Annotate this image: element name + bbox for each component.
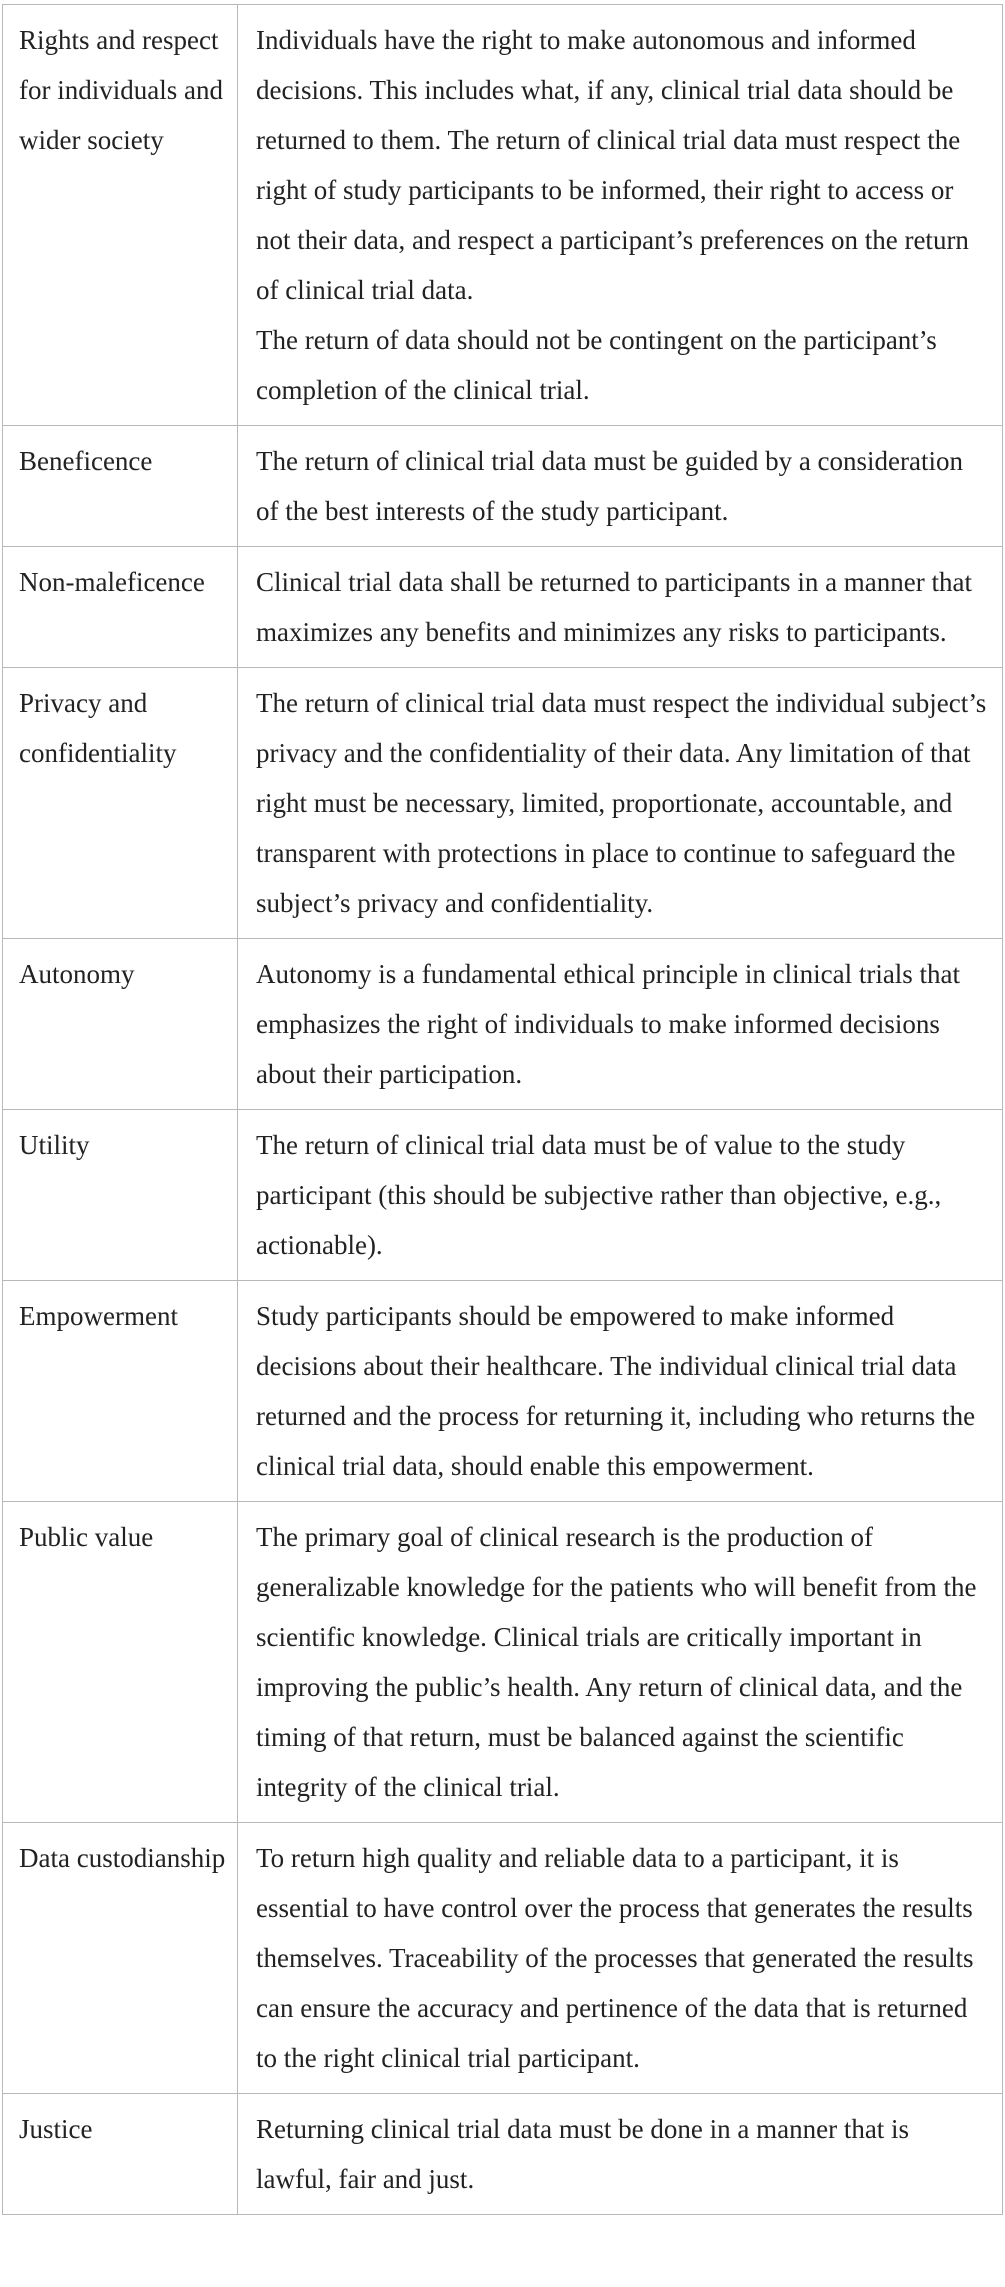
- description-cell: [238, 5, 1003, 426]
- description-paragraph: The return of data should not be contingent on the participant’s completion of the clinical trial.: [256, 325, 937, 405]
- description-paragraph: The return of clinical trial data must be of value to the study participant (this should be subjective rather than objective, e.g., actionable).: [256, 1130, 942, 1260]
- description-paragraph: Individuals have the right to make autonomous and informed decisions. This includes what, if any, clinical trial data should be returned to them. The return of clinical trial data must respect the right of study participants to be informed, their right to access or not their data, and respect a participant’s preferences on the return of clinical trial data.: [256, 25, 969, 305]
- description-paragraph: Autonomy is a fundamental ethical principle in clinical trials that emphasizes the right of individuals to make informed decisions about their participation.: [256, 959, 961, 1089]
- description-paragraph: The primary goal of clinical research is the production of generalizable knowledge for the patients who will benefit from the scientific knowledge. Clinical trials are critically important in improving the public’s health. Any return of clinical data, and the timing of that return, must be balanced against the scientific integrity of the clinical trial.: [256, 1522, 977, 1802]
- principle-cell: Empowerment: [3, 1281, 238, 1502]
- principles-table: [2, 4, 1003, 2215]
- description-paragraph: Clinical trial data shall be returned to participants in a manner that maximizes any benefits and minimizes any risks to participants.: [256, 567, 973, 647]
- table-row: [3, 5, 1003, 426]
- description-paragraph: Returning clinical trial data must be done in a manner that is lawful, fair and just.: [256, 2114, 910, 2194]
- table-row: [3, 426, 1003, 547]
- description-paragraph: The return of clinical trial data must respect the individual subject’s privacy and the confidentiality of their data. Any limitation of that right must be necessary, limited, proportionate, accountable, and transparent with protections in place to continue to safeguard the subject’s privacy and confidentiality.: [256, 688, 987, 918]
- table-row: [3, 1281, 1003, 1502]
- table-row: [3, 1110, 1003, 1281]
- table-row: [3, 2094, 1003, 2215]
- table-row: [3, 668, 1003, 939]
- description-cell: [238, 1823, 1003, 2094]
- description-cell: [238, 1502, 1003, 1823]
- description-cell: [238, 1110, 1003, 1281]
- description-cell: [238, 668, 1003, 939]
- description-paragraph: Study participants should be empowered to make informed decisions about their healthcare. The individual clinical trial data returned and the process for returning it, including who returns the clinical trial data, should enable this empowerment.: [256, 1301, 976, 1481]
- principle-cell: Public value: [3, 1502, 238, 1823]
- principle-cell: Data custodianship: [3, 1823, 238, 2094]
- principle-cell: Justice: [3, 2094, 238, 2215]
- principle-cell: Utility: [3, 1110, 238, 1281]
- principles-table-container: [2, 4, 1002, 2215]
- description-cell: [238, 2094, 1003, 2215]
- table-row: [3, 547, 1003, 668]
- principle-cell: Autonomy: [3, 939, 238, 1110]
- principle-cell: Rights and respect for individuals and wider society: [3, 5, 238, 426]
- description-paragraph: To return high quality and reliable data to a participant, it is essential to have control over the process that generates the results themselves. Traceability of the processes that generated the results can ensure the accuracy and pertinence of the data that is returned to the right clinical trial participant.: [256, 1843, 974, 2073]
- description-cell: [238, 426, 1003, 547]
- table-row: [3, 939, 1003, 1110]
- description-cell: [238, 939, 1003, 1110]
- principle-cell: Privacy and confidentiality: [3, 668, 238, 939]
- description-cell: [238, 547, 1003, 668]
- table-row: [3, 1502, 1003, 1823]
- description-cell: [238, 1281, 1003, 1502]
- table-row: [3, 1823, 1003, 2094]
- description-paragraph: The return of clinical trial data must be guided by a consideration of the best interests of the study participant.: [256, 446, 964, 526]
- principle-cell: Non-maleficence: [3, 547, 238, 668]
- principle-cell: Beneficence: [3, 426, 238, 547]
